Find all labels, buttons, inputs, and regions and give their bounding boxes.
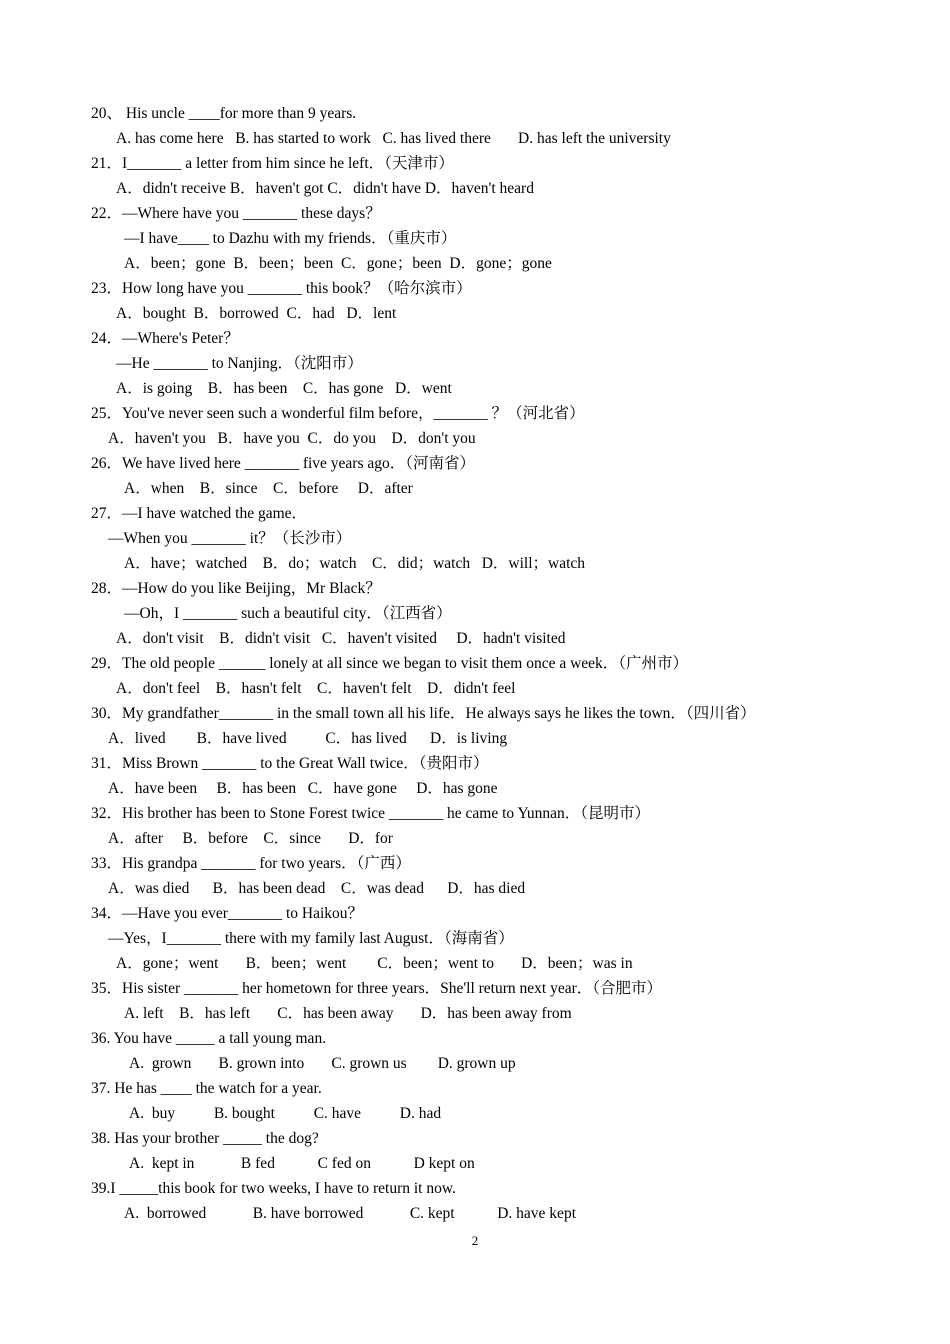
question-22-dialogue: —I have____ to Dazhu with my friends．（重庆市）: [124, 230, 457, 247]
question-38-options: A. kept in B fed C fed on D kept on: [129, 1155, 475, 1172]
question-21: 21．I_______ a letter from him since he left．（天津市）: [91, 155, 454, 172]
question-36-options: A. grown B. grown into C. grown us D. grown up: [129, 1055, 516, 1072]
question-24-options: A．is going B．has been C．has gone D．went: [116, 380, 452, 397]
question-26-options: A．when B．since C．before D．after: [124, 480, 413, 497]
question-30: 30．My grandfather_______ in the small town all his life．He always says he likes the town．（四川省）: [91, 705, 756, 722]
question-32-options: A．after B．before C．since D．for: [108, 830, 393, 847]
question-35: 35．His sister _______ her hometown for three years．She'll return next year．（合肥市）: [91, 980, 663, 997]
question-39-options: A. borrowed B. have borrowed C. kept D. have kept: [124, 1205, 576, 1222]
question-32: 32．His brother has been to Stone Forest twice _______ he came to Yunnan．（昆明市）: [91, 805, 651, 822]
question-36: 36. You have _____ a tall young man.: [91, 1030, 327, 1047]
question-33: 33．His grandpa _______ for two years．（广西）: [91, 855, 411, 872]
question-22: 22．—Where have you _______ these days？: [91, 205, 381, 222]
question-26: 26．We have lived here _______ five years ago．（河南省）: [91, 455, 475, 472]
question-31-options: A．have been B．has been C．have gone D．has gone: [108, 780, 498, 797]
question-27: 27．—I have watched the game．: [91, 505, 308, 522]
question-34: 34．—Have you ever_______ to Haikou？: [91, 905, 364, 922]
question-28: 28．—How do you like Beijing，Mr Black？: [91, 580, 381, 597]
question-35-options: A. left B．has left C．has been away D．has been away from: [124, 1005, 572, 1022]
question-38: 38. Has your brother _____ the dog?: [91, 1130, 319, 1147]
question-25: 25．You've never seen such a wonderful film before，_______ ？（河北省）: [91, 405, 585, 422]
question-30-options: A．lived B．have lived C．has lived D．is living: [108, 730, 508, 747]
question-20-options: A. has come here B. has started to work C. has lived there D. has left the university: [116, 130, 671, 147]
question-23-options: A．bought B．borrowed C．had D．lent: [116, 305, 397, 322]
question-34-options: A．gone；went B．been；went C．been；went to D．been；was in: [116, 955, 633, 972]
question-28-options: A．don't visit B．didn't visit C．haven't visited D．hadn't visited: [116, 630, 566, 647]
question-39: 39.I _____this book for two weeks, I have to return it now.: [91, 1180, 456, 1197]
question-27-dialogue: —When you _______ it？（长沙市）: [108, 530, 352, 547]
question-33-options: A．was died B．has been dead C．was dead D．has died: [108, 880, 526, 897]
question-25-options: A．haven't you B．have you C．do you D．don't you: [108, 430, 476, 447]
question-29: 29．The old people ______ lonely at all since we began to visit them once a week．（广州市）: [91, 655, 689, 672]
question-37: 37. He has ____ the watch for a year.: [91, 1080, 322, 1097]
question-29-options: A．don't feel B．hasn't felt C．haven't felt D．didn't feel: [116, 680, 516, 697]
question-20: 20、 His uncle ____for more than 9 years.: [91, 105, 357, 122]
question-34-dialogue: —Yes，I_______ there with my family last August．（海南省）: [108, 930, 514, 947]
question-24: 24．—Where's Peter？: [91, 330, 239, 347]
question-37-options: A. buy B. bought C. have D. had: [129, 1105, 442, 1122]
page-number: 2: [471, 1233, 479, 1248]
question-31: 31．Miss Brown _______ to the Great Wall twice．（贵阳市）: [91, 755, 489, 772]
question-21-options: A．didn't receive B．haven't got C．didn't have D．haven't heard: [116, 180, 534, 197]
question-22-options: A．been；gone B．been；been C．gone；been D．gone；gone: [124, 255, 552, 272]
question-24-dialogue: —He _______ to Nanjing．（沈阳市）: [116, 355, 363, 372]
question-28-dialogue: —Oh，I _______ such a beautiful city．（江西省）: [124, 605, 452, 622]
question-23: 23．How long have you _______ this book？（哈尔滨市）: [91, 280, 472, 297]
question-27-options: A．have；watched B．do；watch C．did；watch D．will；watch: [124, 555, 586, 572]
